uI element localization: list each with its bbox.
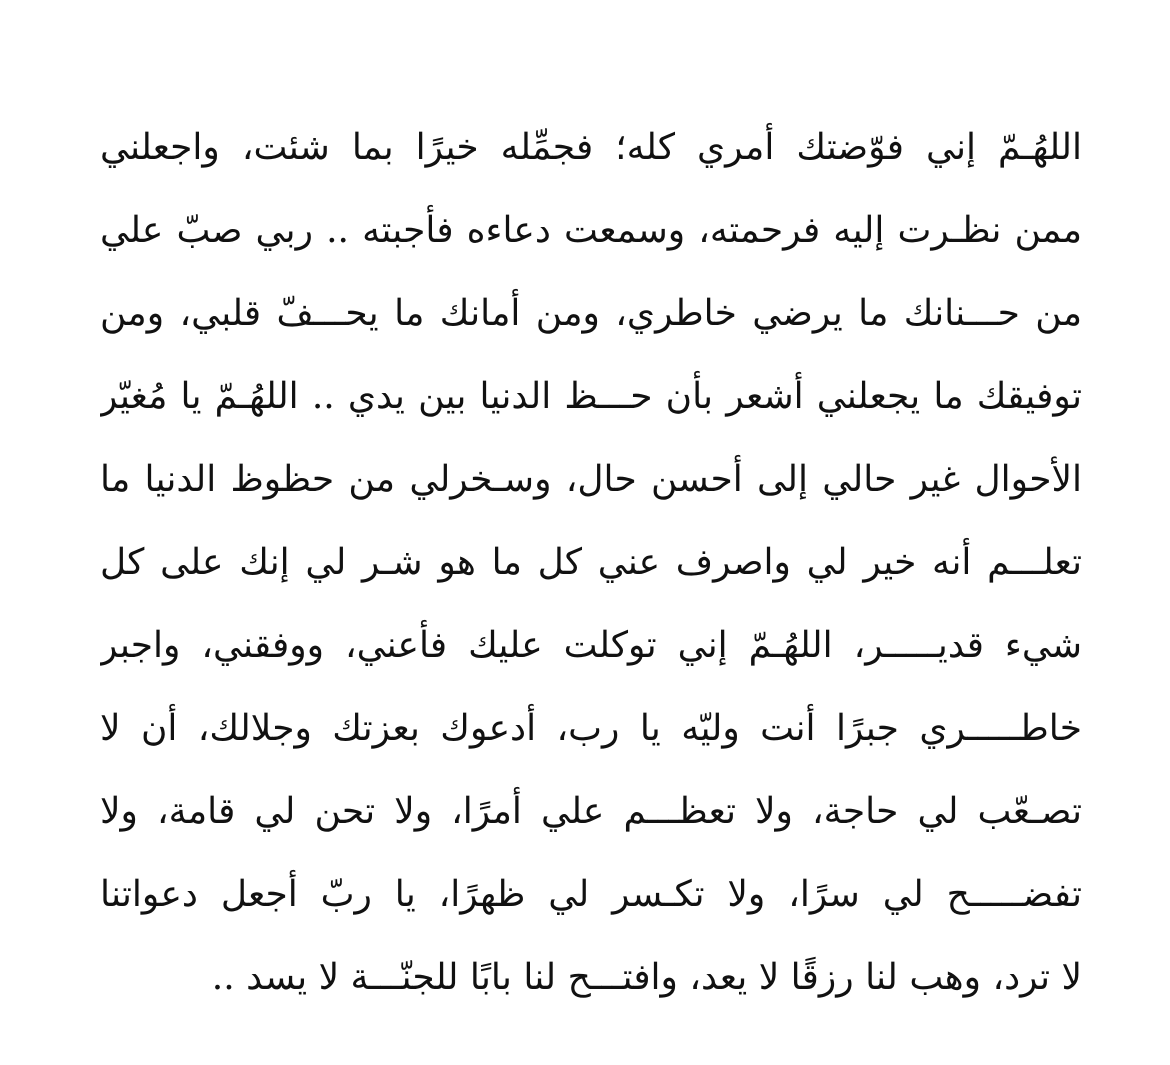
text-line: تصـعّب لي حاجة، ولا تعظـــم علي أمرًا، ولا تحن لي قامة، ولا — [100, 791, 1082, 832]
text-line: تعلـــم أنه خير لي واصرف عني كل ما هو شـر لي إنك على كل — [100, 542, 1082, 583]
text-line: اللهُـمّ إني فوّضتك أمري كله؛ فجمِّله خيرًا بما شئت، واجعلني — [100, 127, 1082, 168]
text-line: من حـــنانك ما يرضي خاطري، ومن أمانك ما يحـــفّ قلبي، ومن — [100, 293, 1082, 334]
text-line: خاطـــــري جبرًا أنت وليّه يا رب، أدعوك بعزتك وجلالك، أن لا — [100, 708, 1082, 749]
text-line: ممن نظـرت إليه فرحمته، وسمعت دعاءه فأجبته .. ربي صبّ علي — [100, 210, 1082, 251]
text-line: توفيقك ما يجعلني أشعر بأن حـــظ الدنيا بين يدي .. اللهُـمّ يا مُغيّر — [100, 376, 1082, 417]
text-line: لا ترد، وهب لنا رزقًا لا يعد، وافتـــح لنا بابًا للجنّـــة لا يسد .. — [211, 957, 1082, 998]
text-line: شيء قديـــــر، اللهُـمّ إني توكلت عليك فأعني، ووفقني، واجبر — [100, 625, 1082, 666]
text-line: تفضـــــح لي سرًا، ولا تكـسر لي ظهرًا، يا ربّ أجعل دعواتنا — [100, 874, 1082, 915]
text-line: الأحوال غير حالي إلى أحسن حال، وسـخرلي من حظوظ الدنيا ما — [100, 459, 1082, 500]
prayer-text-block — [100, 106, 1082, 1019]
